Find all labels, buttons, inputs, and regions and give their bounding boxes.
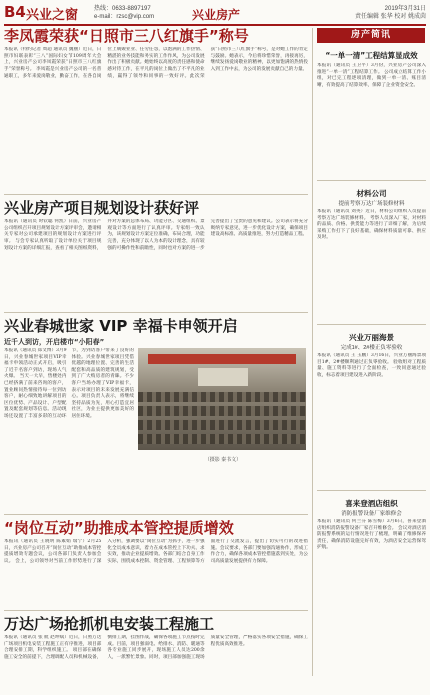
photo-crowd-shape [138, 420, 306, 430]
article-text: 与会专家认真听取了设计单位关于项目规划设计方案的详细汇报，查看了相关图纸资料，并对方案的总体布局、功能分区、交通组织、景观设计等方面进行了认真评审。专家组一致认为，该规划设计方案定位准确，布局合理，功能完善，充分体现了以人为本的设计理念，具有较强的可操作性和前瞻性，同时也对方案的进一步完善提出了宝贵的意见和建议。公司表示将充分吸纳专家意见，进一步优化设计方案，确保项目建设高标准、高质量推进，努力打造精品工程。 [4, 219, 308, 251]
brief-text: 考察人员深入厂家，对材料的品质、价格、供货能力等进行了详细了解，为后续采购工作打下了良好基础，确保材料质量可靠、供应及时。 [317, 215, 426, 241]
brief-body [317, 519, 426, 617]
article-body [4, 539, 308, 605]
issue-date: 2019年3月31日 [384, 6, 426, 12]
brief-title: “一单一清”工程结算显成效 [325, 51, 418, 60]
photo-crowd-shape [138, 406, 306, 416]
article-wanda [4, 616, 308, 695]
article-byline: 本报讯（通讯员 王晓明 陈素娟 瑞宁）2月25日，兴业房产公司召开“岗位互动”助推成本管控提质增效专题会议，公司各部门负责人参加会议。 [4, 539, 102, 565]
sidebar-banner: 房产简讯 [317, 28, 425, 43]
brief-text: 公司成立结算工作小组，对已完工程逐项清理，做到一单一清、账目清晰，有效提高了结算效率，保障了企业资金安全。 [317, 69, 426, 88]
article-divider [4, 312, 308, 313]
sidebar-column [312, 28, 426, 676]
article-body [4, 635, 308, 695]
brief-title: 材料公司 [356, 189, 387, 198]
article-text: 会上，公司领导对当前工作形势进行了深入分析，强调要以“岗位互动”为抓手，进一步强化全员成本意识，着力在成本管控上下功夫、求实效，推动企业提质增效。各部门结合自身工作实际，围绕成本控制、资金管理、工程预算等方面进行了交流发言，提出了切实可行的改进措施。会议要求，各部门要加强沟通协作，形成工作合力，确保各项成本管控措施落到实处，为公司高质量发展提供有力保障。 [15, 539, 308, 565]
article-vip-card [4, 318, 308, 510]
date-block [355, 5, 426, 21]
article-text: 项目部在确保施工安全的前提下，合理调配人员和机械设备，倒排工期，挂图作战，确保各项施工节点按时完成。目前，项目强弱电、给排水、消防、暖通等各专业施工同步展开，现场施工人员达200余人，一派繁忙景象。同时，项目部加强施工现场质量安全管理，严格落实各项安全措施，确保工程优质高效推进。 [4, 635, 308, 661]
brief-settlement [317, 51, 426, 181]
article-title: 万达广场抢抓机电安装工程施工 [4, 615, 215, 633]
event-photo [138, 348, 306, 450]
photo-block [138, 348, 308, 463]
photo-banner-shape [148, 354, 296, 364]
masthead-rule [4, 24, 426, 26]
article-cost-control [4, 520, 308, 605]
brief-body [317, 353, 426, 485]
photo-screen-shape [198, 368, 248, 386]
brief-byline: 本报讯（通讯员 王 玉鹏）3月16日，兴业万丽海景项目1#、2#楼顺利通过正负零验收。 [317, 353, 426, 365]
brief-byline: 本报讯（通讯员 何兰芬 陈雪梅）3月6日，喜来登酒店组织消防报警设备厂家召开维修会。 [317, 519, 426, 531]
brief-text: 验收组对工程质量、施工资料等进行了全面检查，一致同意通过验收，标志着项目建设进入新阶段。 [317, 359, 426, 378]
article-planning [4, 200, 308, 307]
article-honor [4, 28, 308, 189]
article-divider [4, 194, 308, 195]
article-divider [4, 610, 308, 611]
brief-materials [317, 189, 426, 325]
masthead [4, 3, 426, 23]
article-body [4, 219, 308, 307]
article-byline: 本报讯（通讯员 时钦聪 何凯）日前，兴业房产公司组织召开项目规划设计方案评审会，邀请相关专家对公司承建项目的规划设计方案进行评审。 [4, 219, 102, 245]
staff-credits: 责任编辑 张华 校对 姚成茵 [354, 14, 426, 20]
article-title: 李凤霞荣获“日照市三八红旗手”称号 [4, 27, 249, 45]
article-title: 兴业春城世家 VIP 幸福卡申领开启 [4, 317, 238, 335]
brief-divider [317, 180, 426, 181]
paper-name: 兴业之窗 [26, 8, 79, 23]
contact-block [94, 5, 154, 21]
article-title: 兴业房产项目规划设计获好评 [4, 199, 200, 217]
article-byline: 本报讯（通讯员 郑文博）3月9日，兴业春城世家项目VIP幸福卡申领活动正式开启，吸引了近千名客户到访，现场人气火爆。 [4, 348, 67, 380]
brief-subtitle: 提前考察万达广场装修材料 [338, 201, 405, 207]
photo-caption: （摄影 秦书文） [204, 457, 242, 463]
article-text: 李凤霞是兴业房产公司的一名普通职工，多年来爱岗敬业，勤奋工作，在各自岗位上兢兢业业、任劳任怨，以饱满的工作热情、精湛的业务技能和务实的工作作风，为公司发展作出了积极贡献。她始终以高度的责任感和使命感对待工作，在平凡的岗位上做出了不平凡的业绩，赢得了领导和同事的一致好评。此次荣获“日照市三八红旗手”称号，是对她工作的肯定与鼓励。她表示，今后将珍惜荣誉，再接再厉，继续发扬爱岗敬业的精神，以更加饱满的热情投入到工作中去，为公司的发展贡献自己的力量。 [4, 47, 308, 79]
article-body [4, 47, 308, 189]
brief-byline: 本报讯（通讯员 王卫平）3月份，兴业房产公司深入推进“一单一清”工程结算工作。 [317, 63, 426, 75]
hotline-text: 热线：0633-8897197 [94, 6, 151, 12]
article-body [4, 348, 134, 506]
section-title: 兴业房产 [192, 8, 241, 22]
brief-body [317, 63, 426, 175]
brief-title: 兴业万丽海景 [349, 333, 394, 342]
brief-byline: 本报讯（通讯员 刘英）近日，材料公司组织人员提前考察万达广场装修材料。 [317, 209, 426, 221]
brief-body [317, 209, 426, 319]
brief-divider [317, 490, 426, 491]
brief-title: 喜来登酒店组织 [345, 499, 398, 508]
brief-text: 会议对酒店消防报警系统的运行情况进行了梳理，明确了维修保养责任，确保消防设施完好有效，为酒店安全运营保驾护航。 [317, 525, 426, 551]
article-byline: 本报讯（特约记者 周超 通讯员 魏丽）近日，日照市妇联表彰“三八”国际妇女节109周年大会上，兴业房产公司李凤霞荣获“日照市三八红旗手”荣誉称号。 [4, 47, 102, 73]
page-code: B4 [4, 3, 26, 21]
article-divider [4, 514, 308, 515]
brief-seaview [317, 333, 426, 491]
photo-crowd-shape [138, 434, 306, 444]
article-subtitle: 近千人到访，开启楼市“小阳春” [4, 338, 105, 347]
brief-sheraton [317, 499, 426, 617]
email-text: e-mail：rzsc@vip.com [94, 14, 155, 20]
brief-subtitle: 消防报警设备厂家维修会 [341, 511, 402, 517]
article-text: 当天一大早，售楼处内已经挤满了前来咨询的客户，置业顾问热情接待每一位到访客户，耐心细致地讲解项目的区位优势、产品设计、户型配置及配套规划等信息。活动现场还设置了丰富多彩的互动环节，为到访客户带来了良好的体验。兴业春城世家项目凭借优越的地理位置、完善的生活配套和高品质的建筑规划，受到了广大购房者的青睐。不少客户当场办理了VIP幸福卡，表示对项目的未来发展充满信心。项目负责人表示，将继续坚持品质为先，用心打造宜居社区，为业主提供更加美好的居住环境。 [4, 348, 134, 419]
brief-subtitle: 完成1#、2#楼正负零验收 [340, 345, 403, 351]
photo-crowd-shape [138, 392, 306, 402]
brief-divider [317, 324, 426, 325]
article-byline: 本报讯（通讯员 张 航 赵坤斌）近日，日照万达广场项目机电安装工程施工正有序推进，项目部合理安排工期，科学组织施工。 [4, 635, 102, 654]
article-title: “岗位互动”助推成本管控提质增效 [4, 519, 234, 537]
